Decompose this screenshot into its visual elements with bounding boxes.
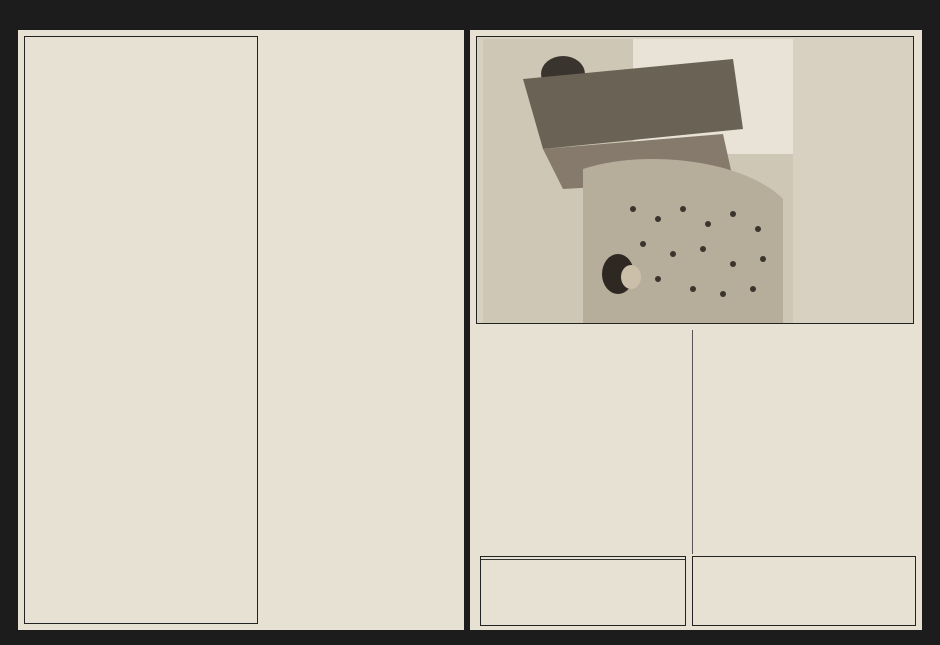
theatre-ads-box: [24, 36, 258, 624]
photo-caption: [799, 43, 909, 319]
left-page: [18, 30, 464, 630]
tarbuck-brewery-ad: [692, 556, 916, 626]
bents-brewery-ad: [480, 556, 686, 626]
news-column: [480, 330, 686, 552]
portrait-photo: [483, 39, 793, 323]
right-page: [470, 30, 922, 630]
theatres-column: [262, 40, 460, 626]
reference-column: [692, 330, 916, 554]
bents-title: [481, 559, 685, 560]
photo-frame: [476, 36, 914, 324]
